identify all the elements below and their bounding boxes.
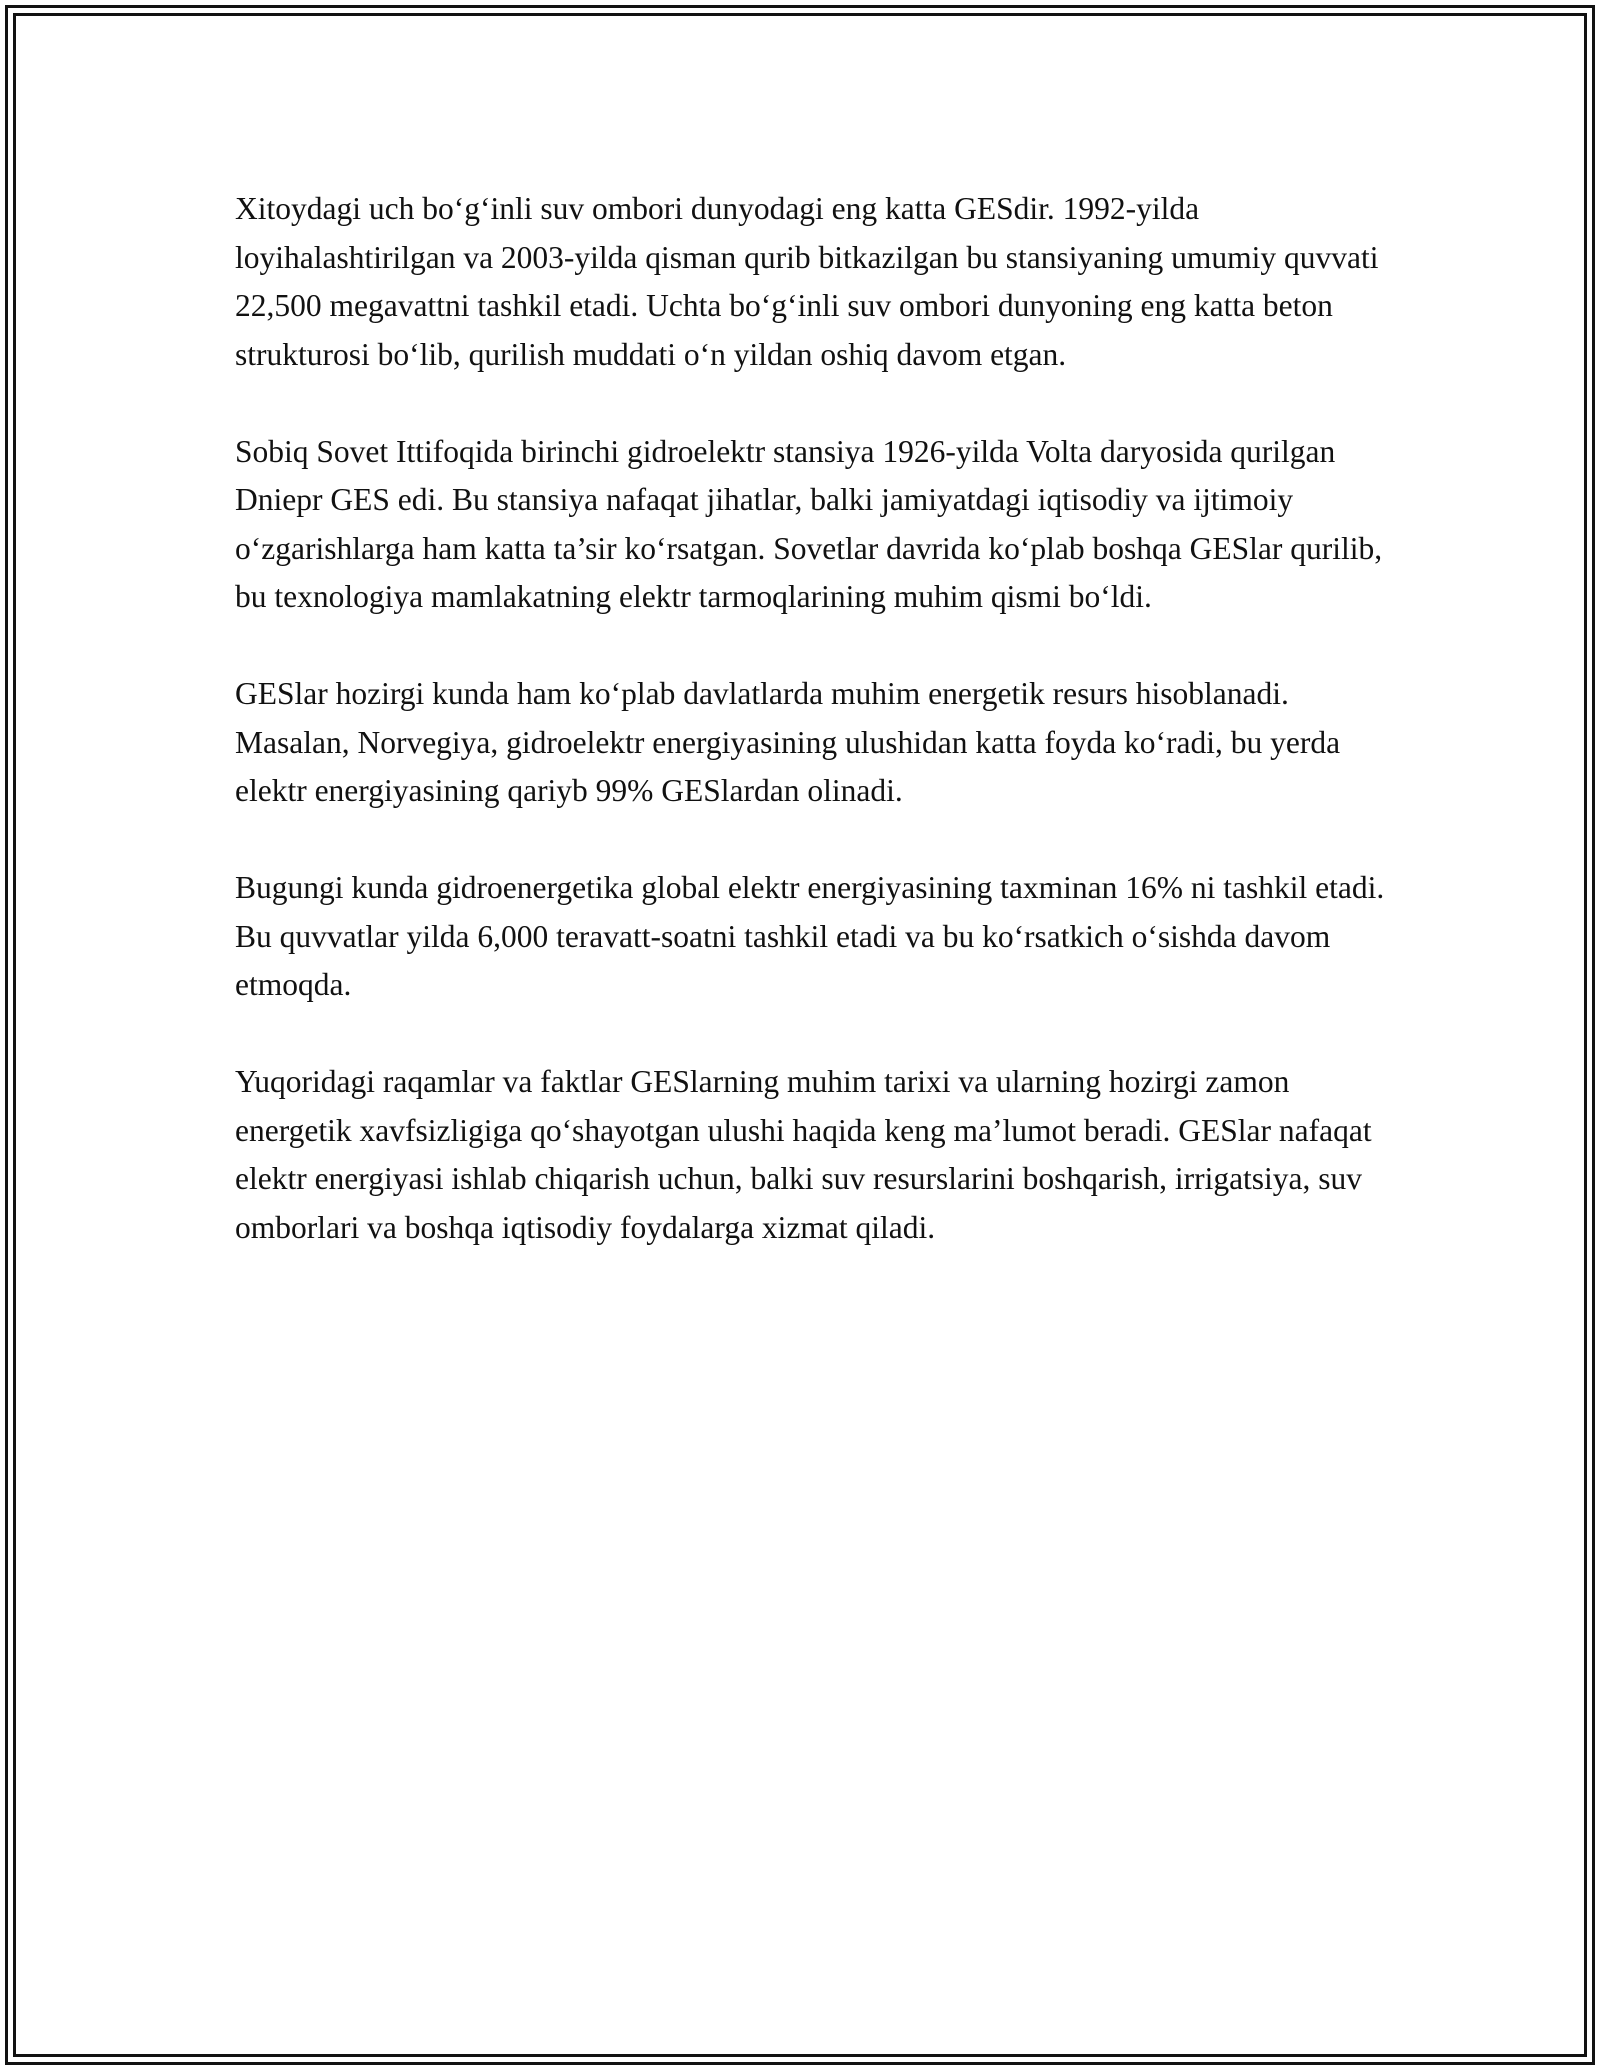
paragraph-conclusion: Yuqoridagi raqamlar va faktlar GESlarning muhim tarixi va ularning hozirgi zamon energetik xavfsizligiga qo‘shayotgan ulushi haqida keng ma’lumot beradi. GESlar nafaqat elektr energiyasi ishlab chiqarish uchun, balki suv resurslarini boshqarish, irrigatsiya, suv omborlari va boshqa iqtisodiy foydalarga xizmat qiladi. (235, 1064, 1372, 1245)
paragraph-three-gorges: Xitoydagi uch bo‘g‘inli suv ombori dunyodagi eng katta GESdir. 1992-yilda loyihalashtirilgan va 2003-yilda qisman qurib bitkazilgan bu stansiyaning umumiy quvvati 22,500 megavattni tashkil etadi. Uchta bo‘g‘inli suv ombori dunyoning eng katta beton strukturosi bo‘lib, qurilish muddati o‘n yildan oshiq davom etgan. (235, 191, 1379, 372)
document-body (235, 185, 1385, 1301)
paragraph-norway: GESlar hozirgi kunda ham ko‘plab davlatlarda muhim energetik resurs hisoblanadi. Masalan, Norvegiya, gidroelektr energiyasining ulushidan katta foyda ko‘radi, bu yerda elektr energiyasining qariyb 99% GESlardan olinadi. (235, 676, 1341, 808)
paragraph-global-share: Bugungi kunda gidroenergetika global elektr energiyasining taxminan 16% ni tashkil etadi. Bu quvvatlar yilda 6,000 teravatt-soatni tashkil etadi va bu ko‘rsatkich o‘sishda davom etmoqda. (235, 870, 1385, 1002)
paragraph-soviet-history: Sobiq Sovet Ittifoqida birinchi gidroelektr stansiya 1926-yilda Volta daryosida qurilgan Dniepr GES edi. Bu stansiya nafaqat jihatlar, balki jamiyatdagi iqtisodiy va ijtimoiy o‘zgarishlarga ham katta ta’sir ko‘rsatgan. Sovetlar davrida ko‘plab boshqa GESlar qurilib, bu texnologiya mamlakatning elektr tarmoqlarining muhim qismi bo‘ldi. (235, 433, 1383, 614)
